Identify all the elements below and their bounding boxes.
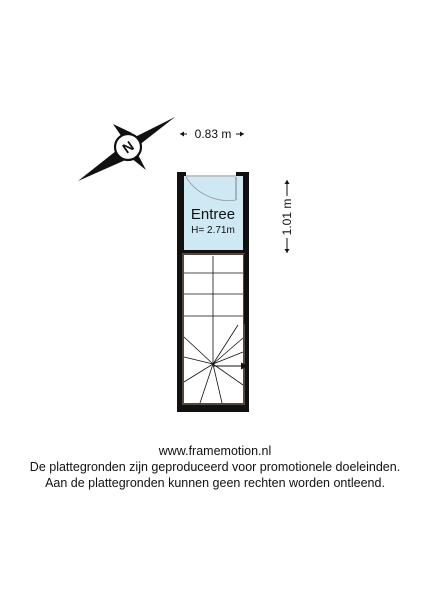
room-entree bbox=[184, 172, 243, 250]
compass-icon bbox=[78, 117, 175, 181]
disclaimer-line-1: De plattegronden zijn geproduceerd voor promotionele doeleinden. bbox=[29, 460, 401, 474]
width-dimension-label: 0.83 m bbox=[194, 127, 232, 141]
compass-letter: N bbox=[119, 137, 137, 157]
staircase bbox=[183, 254, 249, 404]
width-dimension bbox=[180, 127, 244, 141]
depth-dimension bbox=[280, 180, 294, 253]
disclaimer-line-2: Aan de plattegronden kunnen geen rechten worden ontleend. bbox=[45, 476, 385, 490]
website-link[interactable]: www.framemotion.nl bbox=[158, 444, 272, 458]
room-name: Entree bbox=[190, 206, 236, 223]
footer bbox=[0, 443, 430, 491]
room-height: H= 2.71m bbox=[191, 225, 235, 236]
depth-dimension-label: 1.01 m bbox=[280, 198, 294, 236]
